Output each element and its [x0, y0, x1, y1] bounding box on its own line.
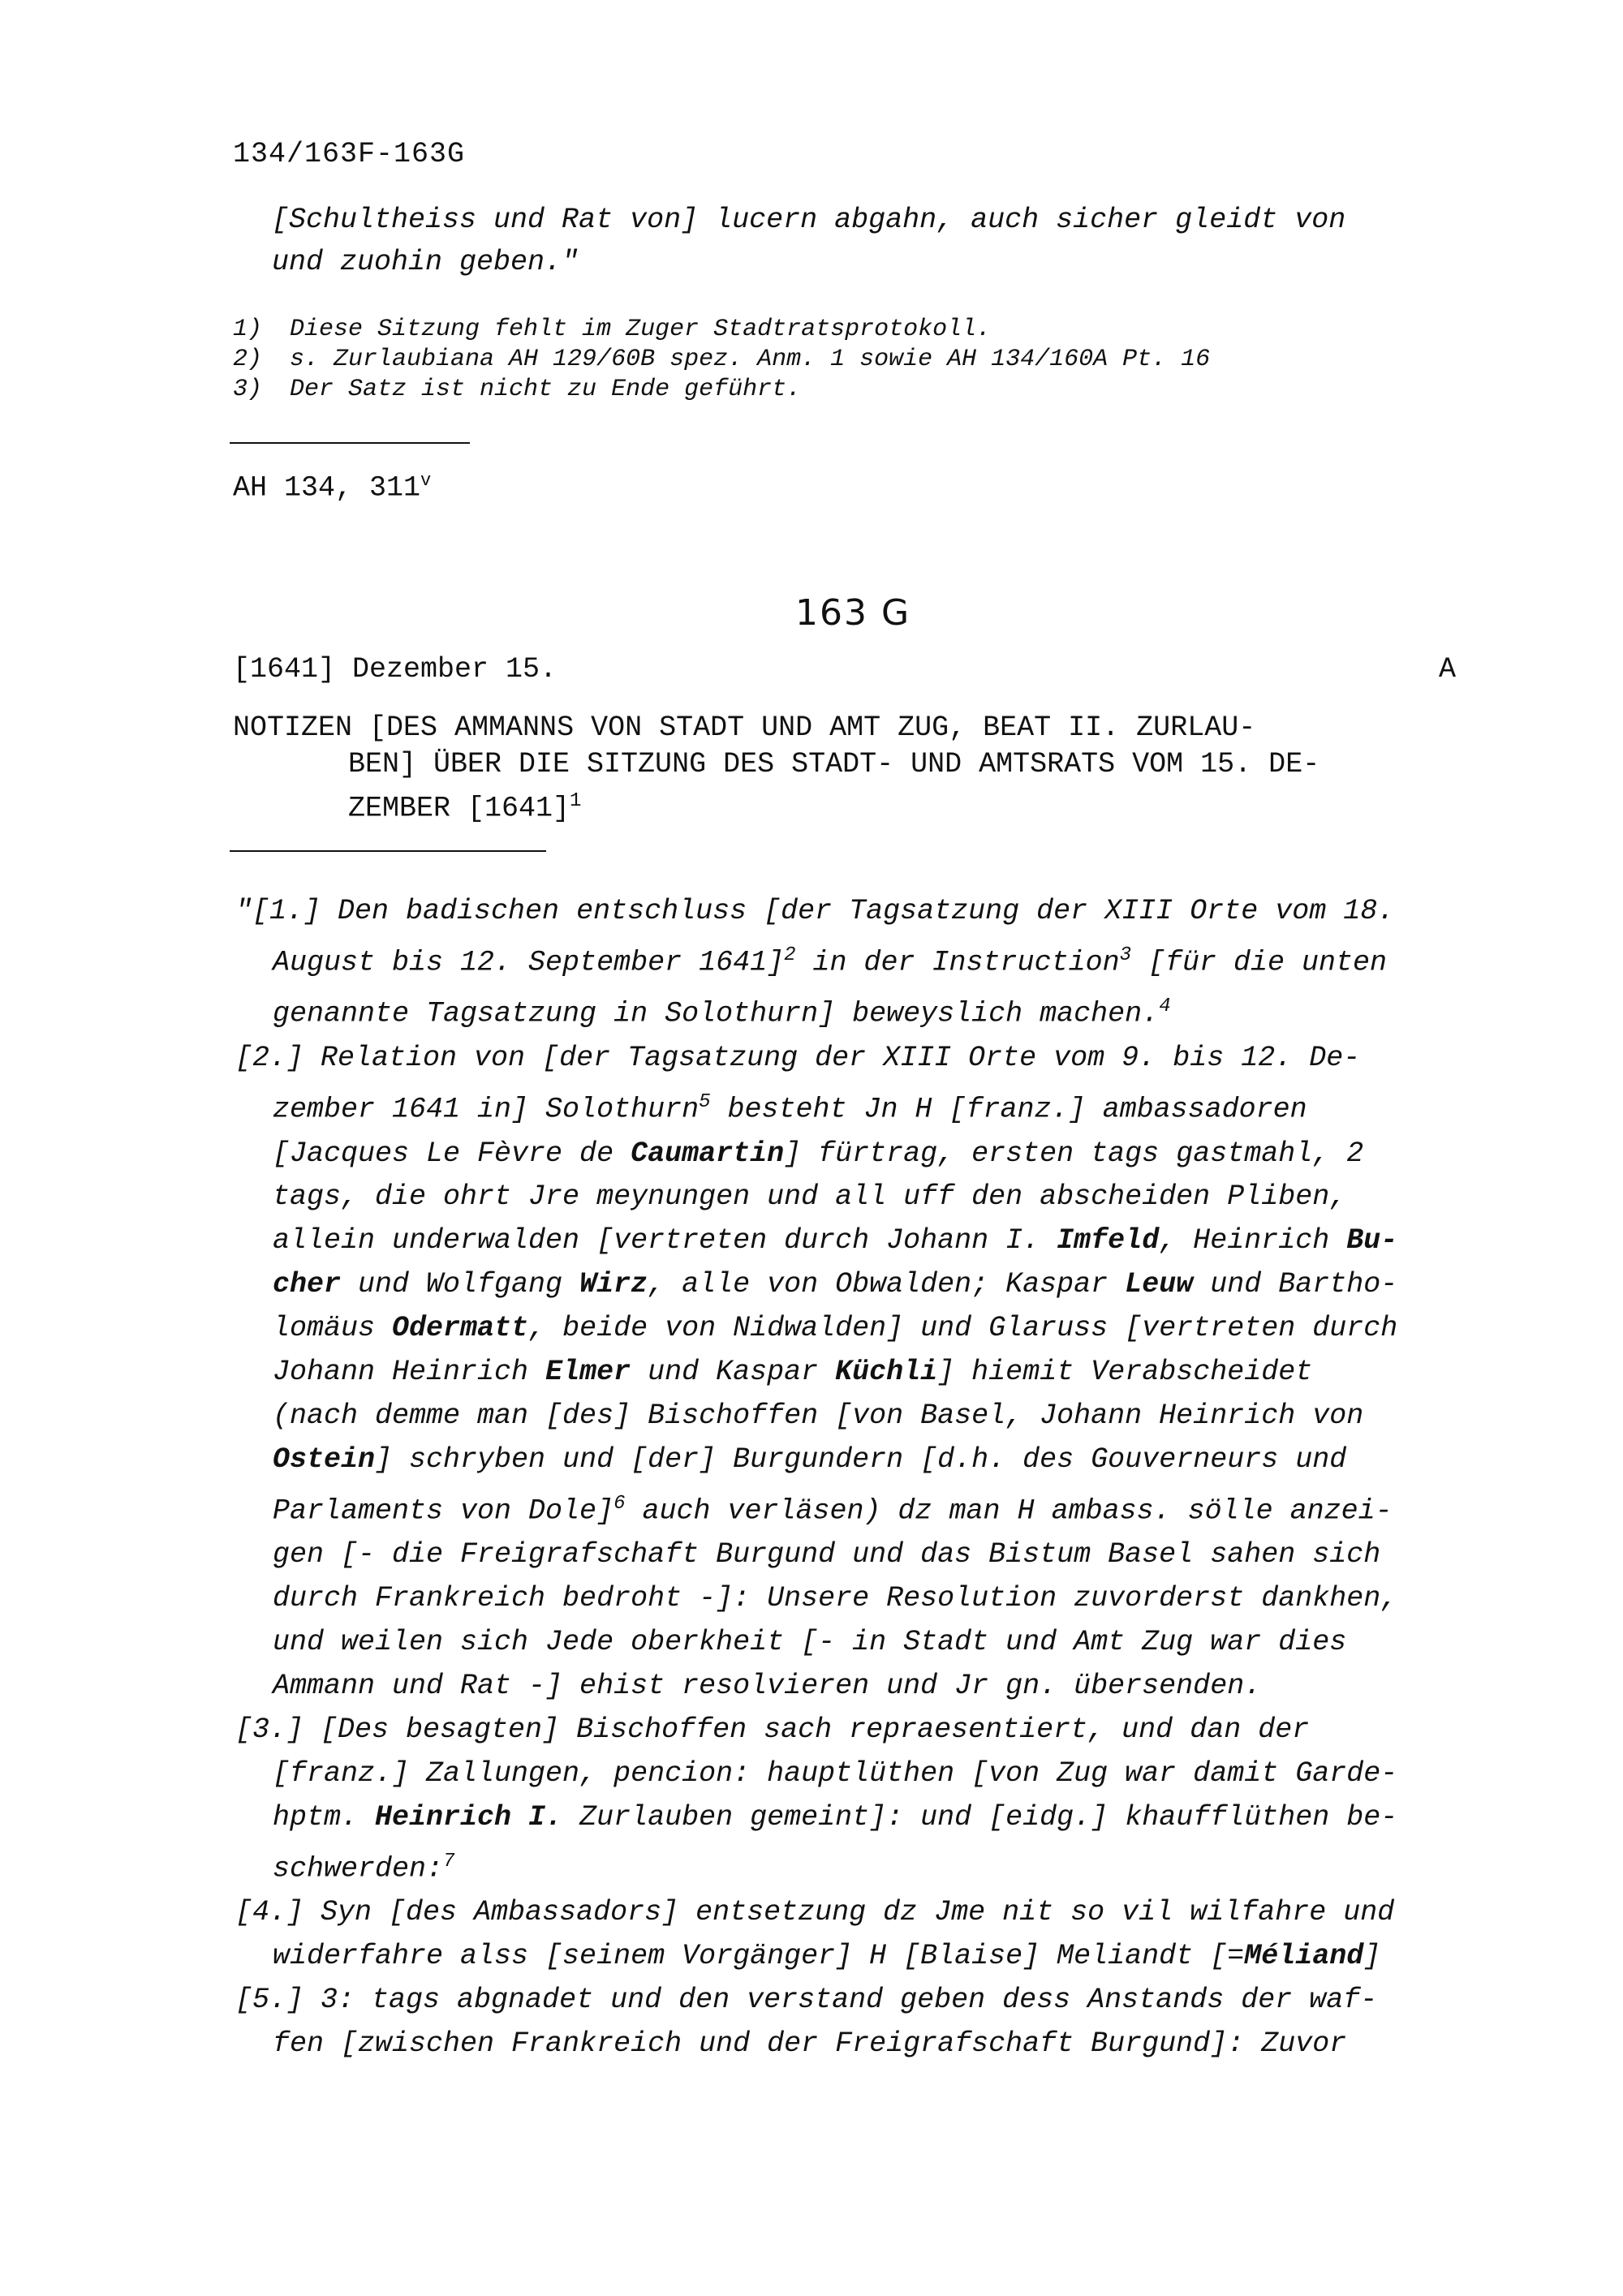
- quote-block: [272, 199, 1489, 283]
- footnote-divider: [230, 442, 470, 444]
- text-line: allein underwalden [vertreten durch Johann I. Imfeld, Heinrich Bu-: [273, 1224, 1398, 1258]
- document-body: [235, 890, 1501, 2066]
- text-line: durch Frankreich bedroht -]: Unsere Resolution zuvorderst dankhen,: [273, 1582, 1398, 1615]
- text-line: Ammann und Rat -] ehist resolvieren und Jr gn. übersenden.: [273, 1670, 1262, 1703]
- text-line: widerfahre alss [seinem Vorgänger] H [Blaise] Meliandt [=Méliand]: [273, 1940, 1381, 1973]
- running-head: 134/163F-163G: [233, 138, 466, 170]
- text-line: Johann Heinrich Elmer und Kaspar Küchli] hiemit Verabscheidet: [273, 1356, 1313, 1389]
- text-line: schwerden:$^7$: [273, 1850, 455, 1885]
- source-reference: AH 134, 311$^v$: [233, 471, 432, 505]
- text-line: lomäus Odermatt, beide von Nidwalden] und Glaruss [vertreten durch: [273, 1312, 1398, 1345]
- text-line: Parlaments von Dole]$^6$ auch verläsen) dz man H ambass. sölle anzei-: [273, 1492, 1393, 1528]
- text-line: fen [zwischen Frankreich und der Freigrafschaft Burgund]: Zuvor: [273, 2027, 1347, 2060]
- document-number: 163 G: [795, 592, 911, 634]
- document-classification: A: [1439, 653, 1457, 686]
- text-line: August bis 12. September 1641]$^2$ in der Instruction$^3$ [für die unten: [273, 944, 1388, 979]
- footnote: 3) Der Satz ist nicht zu Ende geführt.: [233, 376, 802, 403]
- text-line: [3.] [Des besagten] Bischoffen sach repraesentiert, und dan der: [235, 1713, 1310, 1746]
- document-date: [1641] Dezember 15.: [233, 653, 558, 686]
- text-line: [2.] Relation von [der Tagsatzung der XIII Orte vom 9. bis 12. De-: [235, 1042, 1361, 1075]
- text-line: [5.] 3: tags abgnadet und den verstand geben dess Anstands der waf-: [235, 1984, 1378, 2017]
- document-heading: NOTIZEN [DES AMMANNS VON STADT UND AMT ZUG, BEAT II. ZURLAU- BEN] ÜBER DIE SITZUNG DES STADT- UND AMTSRATS VOM 15. DE- ZEMBER $[1641]^1$: [233, 712, 1320, 825]
- footnote: 2) s. Zurlaubiana AH 129/60B spez. Anm. 1 sowie AH 134/160A Pt. 16: [233, 346, 1211, 373]
- text-line: [4.] Syn [des Ambassadors] entsetzung dz Jme nit so vil wilfahre und: [235, 1896, 1395, 1929]
- text-line: hptm. Heinrich I. Zurlauben gemeint]: und [eidg.] khaufflüthen be-: [273, 1800, 1398, 1834]
- footnote: 1) Diese Sitzung fehlt im Zuger Stadtratsprotokoll.: [233, 316, 992, 343]
- text-line: gen [- die Freigrafschaft Burgund und das Bistum Basel sahen sich: [273, 1538, 1381, 1572]
- text-line: (nach demme man [des] Bischoffen [von Basel, Johann Heinrich von: [273, 1399, 1364, 1432]
- quote-line: [Schultheiss und Rat von] lucern abgahn, auch sicher gleidt von: [272, 204, 1346, 236]
- quote-line: und zuohin geben.": [272, 246, 579, 278]
- text-line: genannte Tagsatzung in Solothurn] beweyslich machen.$^4$: [273, 995, 1171, 1031]
- text-line: Ostein] schryben und [der] Burgundern [d.h. des Gouverneurs und: [273, 1443, 1347, 1476]
- text-line: [franz.] Zallungen, pencion: hauptlüthen [von Zug war damit Garde-: [273, 1756, 1398, 1790]
- text-line: "[1.] Den badischen entschluss [der Tagsatzung der XIII Orte vom 18.: [235, 895, 1395, 927]
- text-line: tags, die ohrt Jre meynungen und all uff den abscheiden Pliben,: [273, 1180, 1347, 1214]
- text-line: cher und Wolfgang Wirz, alle von Obwalden; Kaspar Leuw und Bartho-: [273, 1268, 1398, 1301]
- text-line: [Jacques Le Fèvre de Caumartin] fürtrag, ersten tags gastmahl, 2: [273, 1137, 1364, 1170]
- text-line: zember 1641 in] Solothurn$^5$ besteht Jn H [franz.] ambassadoren: [273, 1090, 1307, 1126]
- footnotes: [233, 315, 1210, 405]
- heading-divider: [230, 850, 546, 852]
- text-line: und weilen sich Jede oberkheit [- in Stadt und Amt Zug war dies: [273, 1626, 1347, 1659]
